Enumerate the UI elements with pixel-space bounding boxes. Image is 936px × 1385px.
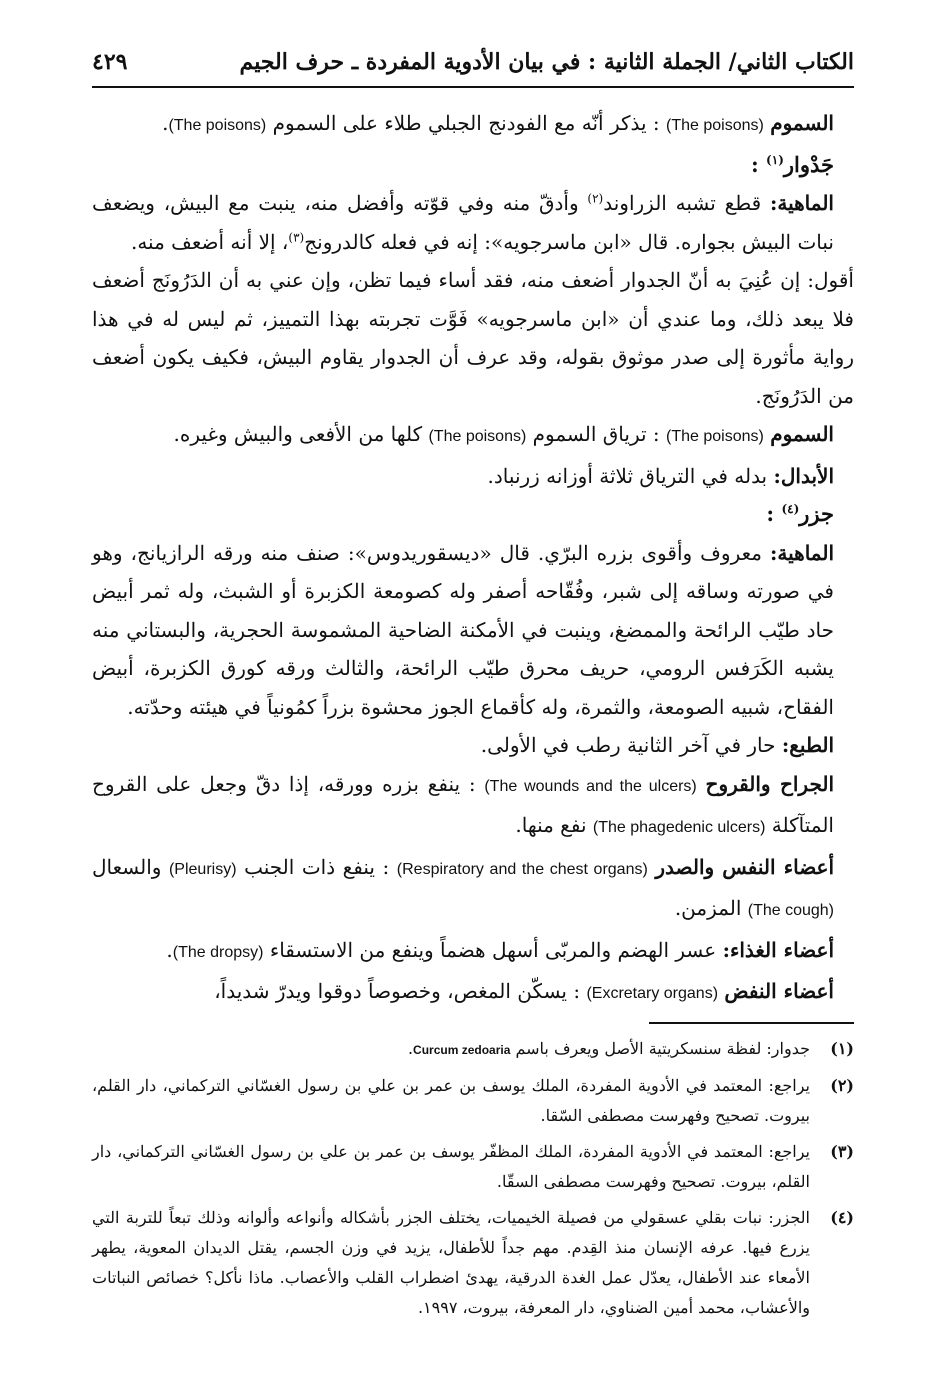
footnote-ref: (١): [766, 152, 784, 167]
paragraph-jazar-nature: الماهية: معروف وأقوى بزره البرّي. قال «ديسقوريدوس»: صنف منه ورقه الرازيانج، وهو في صورته وساقه إلى شبر، وفُقّاحه أصفر وله كصومعة الكزبرة أو الشبث، وله ثمر أبيض حاد طيّب الرائحة والممضغ، وينبت في الأمكنة الضاحية المشموسة الحجرية، والبستاني منه يشبه الكَرَفس الرومي، حريف محرق طيّب الرائحة، والثالث ورقه كورق الكزبرة، أبيض الفقاح، شبيه الصومعة، والثمرة، وله كأقماع الجوز محشوة بزراً كمُونياً في هيئته وحدّته.: [92, 540, 835, 719]
paragraph-substitutes: الأبدال: بدله في الترياق ثلاثة أوزانه زرنباد.: [487, 463, 834, 488]
footnote-number: (١): [830, 1039, 854, 1058]
latin-gloss: (The poisons): [666, 428, 764, 445]
entry-term: الطبع:: [781, 733, 834, 757]
entry-term: الأبدال:: [773, 463, 834, 488]
page-number: ٤٢٩: [92, 49, 128, 75]
footnotes: [92, 1034, 854, 1329]
latin-gloss: Curcum zedoaria: [413, 1043, 511, 1057]
paragraph-commentary: أقول: إن عُنِيَ به أنّ الجدوار أضعف منه، فقد أساء فيما تظن، وإن عني به أن الدَرُونَج أضعف فلا يبعد ذلك، وما عندي أن «ابن ماسرجويه» فَوَّت تجربته بهذا التمييز، ثم ليس له في هذا رواية مأثورة إلى صدر موثوق بقوله، وقد عرف أن الجدوار يقاوم البيش، فكيف يكون أضعف من الدَرُونَج.: [92, 268, 854, 408]
running-header: [92, 38, 854, 88]
heading-jazar: جزر$^{(٤)}$ :: [766, 501, 834, 526]
paragraph-poisons-1: السموم (The poisons) : يذكر أنّه مع الفودنج الجبلي طلاء على السموم (The poisons).: [162, 111, 834, 135]
footnote-4: (٤) الجزر: نبات بقلي عسقولي من فصيلة الخيميات، يختلف الجزر بأشكاله وأنواعه وألوانه وذلك تبعاً للتربة التي يزرع فيها. عرفه الإنسان منذ القِدم. مهم جداً للأطفال، يزيد في وزن الجسم، يقتل الديدان المعوية، يطهر الأمعاء عند الأطفال، يعدّل عمل الغدة الدرقية، يهدئ اضطراب القلب والأعصاب. ماذا نأكل؟ خصائص النباتات والأعشاب، محمد أمين الضناوي، دار المعرفة، بيروت، ١٩٩٧.: [92, 1203, 854, 1323]
header-title: الكتاب الثاني/ الجملة الثانية : في بيان الأدوية المفردة ـ حرف الجيم: [239, 49, 854, 75]
footnote-number: (٣): [830, 1142, 854, 1161]
latin-gloss: (The wounds and the ulcers): [484, 777, 697, 795]
entry-term: الماهية:: [769, 191, 834, 215]
entry-term: أعضاء النفض: [724, 979, 834, 1003]
paragraph-excretory: أعضاء النفض (Excretary organs) : يسكّن المغص، وخصوصاً دوقوا ويدرّ شديداً،: [214, 979, 834, 1003]
footnote-1: (١) جدوار: لفظة سنسكريتية الأصل ويعرف باسم Curcum zedoaria.: [92, 1034, 854, 1065]
entry-term: السموم: [770, 111, 834, 135]
paragraph-respiratory: أعضاء النفس والصدر (Respiratory and the chest organs) : ينفع ذات الجنب (Pleurisy) والسعال (The cough) المزمن.: [92, 854, 835, 920]
latin-gloss: (The phagedenic ulcers): [592, 819, 766, 836]
latin-gloss: (The poisons): [666, 117, 764, 134]
entry-term: أعضاء النفس والصدر: [655, 854, 835, 879]
footnote-ref: (٢): [587, 191, 604, 206]
footnote-3: (٣) يراجع: المعتمد في الأدوية المفردة، الملك المظفّر يوسف بن عمر بن علي بن رسول الغسّاني التركماني، دار القلم، بيروت. تصحيح وفهرست مصطفى السقّا.: [92, 1137, 854, 1197]
footnote-number: (٢): [830, 1076, 854, 1095]
paragraph-poisons-2: السموم (The poisons) : ترياق السموم (The poisons) كلها من الأفعى والبيش وغيره.: [173, 422, 834, 446]
paragraph-temperament: الطبع: حار في آخر الثانية رطب في الأولى.: [480, 733, 834, 757]
latin-gloss: (The dropsy): [172, 943, 264, 961]
latin-gloss: (The poisons): [428, 428, 527, 445]
main-text: [92, 104, 854, 1014]
entry-text: : يذكر أنّه مع الفودنج الجبلي طلاء على السموم: [272, 111, 660, 135]
paragraph-jadwar-nature: الماهية: قطع تشبه الزراوند$^{(٢)}$ وأدقّ منه وفي قوّته وأفضل منه، ينبت مع البيش، ويضعف نبات البيش بجواره. قال «ابن ماسرجويه»: إنه في فعله كالدرونج$^{(٣)}$، إلا أنه أضعف منه.: [92, 191, 834, 254]
latin-gloss: (Respiratory and the chest organs): [396, 860, 648, 878]
paragraph-wounds: الجراح والقروح (The wounds and the ulcers) : ينفع بزره وورقه، إذا دقّ وجعل على القروح المتآكلة (The phagedenic ulcers) نفع منها.: [92, 771, 835, 837]
entry-term: أعضاء الغذاء:: [722, 937, 834, 962]
footnote-number: (٤): [830, 1208, 854, 1227]
latin-gloss: (Pleurisy): [168, 860, 237, 878]
footnote-ref: (٤): [781, 502, 800, 516]
paragraph-digestive: أعضاء الغذاء: عسر الهضم والمربّى أسهل هضماً وينفع من الاستسقاء (The dropsy).: [166, 937, 834, 962]
latin-gloss: (Excretary organs): [586, 985, 719, 1002]
latin-gloss: (The cough): [747, 902, 834, 919]
footnote-ref: (٣): [288, 229, 305, 244]
entry-term: الجراح والقروح: [705, 771, 835, 796]
entry-term: الماهية:: [770, 540, 835, 565]
footnote-divider: [649, 1022, 854, 1024]
entry-term: السموم: [770, 422, 834, 446]
footnote-2: (٢) يراجع: المعتمد في الأدوية المفردة، الملك يوسف بن عمر بن علي بن رسول الغسّاني التركماني، دار القلم، بيروت. تصحيح وفهرست مصطفى السّقا.: [92, 1071, 854, 1131]
latin-gloss: (The poisons): [168, 117, 267, 134]
heading-jadwar: جَدْوار$^{(١)}$ :: [750, 151, 834, 177]
